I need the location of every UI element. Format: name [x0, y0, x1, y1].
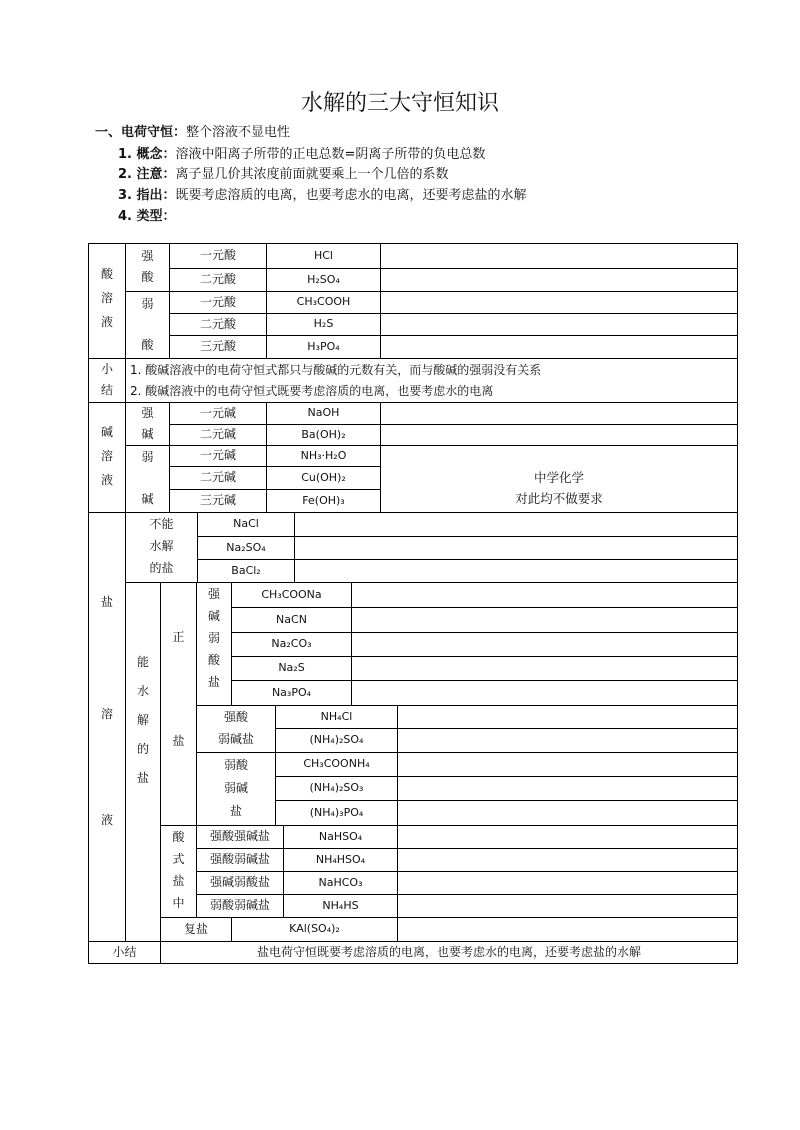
acid-salt-kind: 弱酸弱碱盐: [209, 898, 270, 912]
acid-salt-kind: 强酸强碱盐: [209, 829, 270, 843]
group-char: 液: [100, 473, 113, 487]
nonhydrolyzing-salt-label: [126, 513, 197, 579]
strong-base-label: [126, 403, 169, 445]
label-char: 盐: [136, 771, 149, 785]
base-kind: 二元碱: [199, 427, 236, 441]
acid-salt-kind: 强酸弱碱盐: [209, 852, 270, 866]
salt-formula: NH₄HS: [322, 899, 359, 912]
label-char: 小: [100, 362, 113, 376]
label-char: 强: [207, 587, 220, 601]
salt-formula: CH₃COONa: [261, 588, 322, 601]
weak-acid-weak-base-salt-label: [197, 754, 275, 823]
salt-formula: NaHCO₃: [318, 876, 363, 889]
double-salt-label: 复盐: [183, 922, 208, 936]
salt-formula: Na₂S: [278, 661, 305, 674]
base-kind: 一元碱: [199, 448, 236, 462]
page-title: 水解的三大守恒知识: [300, 91, 499, 116]
salt-group-label: [89, 592, 125, 830]
label-line: 水解: [149, 539, 174, 553]
item-text: 既要考虑溶质的电离，也要考虑水的电离，还要考虑盐的水解: [175, 188, 527, 203]
salt-formula: (NH₄)₂SO₃: [309, 781, 364, 794]
salt-formula: NaHSO₄: [318, 830, 363, 843]
note-line: 中学化学: [533, 470, 584, 485]
group-char: 液: [100, 315, 113, 329]
acid-formula: HCl: [313, 249, 333, 262]
section-heading-label: 一、电荷守恒：: [95, 125, 187, 140]
acid-kind: 一元酸: [199, 248, 236, 262]
label-char: 式: [172, 852, 185, 866]
label-char: 能: [136, 655, 149, 669]
salt-formula: NaCN: [276, 613, 307, 626]
spacer: [126, 315, 169, 335]
acid-formula: H₃PO₄: [307, 340, 340, 353]
label-char: 碱: [141, 492, 154, 506]
weak-base-label: [126, 446, 169, 510]
spacer: [126, 468, 169, 488]
label-char: 酸: [141, 270, 154, 284]
group-char: 溶: [100, 449, 113, 463]
acid-kind: 二元酸: [199, 317, 236, 331]
spacer: [161, 647, 196, 731]
label-line: 的盐: [149, 561, 174, 575]
salt-formula: NH₄HSO₄: [315, 853, 366, 866]
base-group-label: [89, 420, 125, 492]
label-char: 正: [172, 630, 185, 644]
base-formula: NaOH: [307, 406, 340, 419]
summary1-line: 2. 酸碱溶液中的电荷守恒式既要考虑溶质的电离，也要考虑水的电离: [130, 384, 494, 398]
note-line: 对此均不做要求: [515, 491, 603, 506]
label-char: 水: [136, 684, 149, 698]
group-char: 盐: [100, 595, 113, 609]
item-text: 溶液中阳离子所带的正电总数=阴离子所带的负电总数: [175, 147, 486, 162]
group-char: 酸: [100, 267, 113, 281]
base-kind: 三元碱: [199, 493, 236, 507]
acid-group-label: [89, 262, 125, 334]
label-char: 强: [141, 249, 154, 263]
salt-formula: KAl(SO₄)₂: [289, 922, 340, 935]
salt-formula: BaCl₂: [231, 564, 261, 577]
acid-formula: CH₃COOH: [296, 295, 351, 308]
spacer: [89, 612, 125, 704]
acid-formula: H₂S: [313, 317, 334, 330]
base-formula: Fe(OH)₃: [302, 494, 345, 507]
label-char: 解: [136, 713, 149, 727]
weak-acid-label: [126, 294, 169, 356]
base-formula: Ba(OH)₂: [301, 428, 346, 441]
acid-kind: 三元酸: [199, 339, 236, 353]
label-char: 结: [100, 383, 113, 397]
item-text: 离子显几价其浓度前面就要乘上一个几倍的系数: [175, 167, 449, 182]
hydrolyzing-salt-label: [126, 648, 160, 793]
label-char: 弱: [141, 297, 154, 311]
salt-formula: (NH₄)₂SO₄: [309, 733, 364, 746]
summary2-text: 盐电荷守恒既要考虑溶质的电离，也要考虑水的电离，还要考虑盐的水解: [256, 945, 641, 959]
base-kind: 二元碱: [199, 470, 236, 484]
acid-salt-kind: 强碱弱酸盐: [209, 875, 270, 889]
base-note: [381, 467, 737, 509]
group-char: 溶: [100, 707, 113, 721]
label-char: 酸: [141, 338, 154, 352]
acid-kind: 二元酸: [199, 272, 236, 286]
salt-formula: Na₂CO₃: [271, 637, 312, 650]
salt-formula: NH₄Cl: [320, 710, 353, 723]
salt-formula: NaCl: [233, 517, 259, 530]
salt-formula: Na₃PO₄: [271, 686, 312, 699]
acid-kind: 一元酸: [199, 295, 236, 309]
salt-formula: (NH₄)₃PO₄: [309, 806, 364, 819]
acid-formula: H₂SO₄: [307, 273, 340, 286]
group-char: 液: [100, 813, 113, 827]
item-label: 2. 注意：: [118, 167, 176, 182]
item-label: 4. 类型：: [118, 209, 176, 224]
label-line: 弱酸: [223, 758, 248, 772]
label-line: 盐: [229, 804, 242, 818]
label-char: 盐: [172, 874, 185, 888]
strong-base-weak-acid-salt-label: [197, 583, 231, 693]
label-char: 盐: [207, 675, 220, 689]
label-char: 的: [136, 742, 149, 756]
item-label: 3. 指出：: [118, 188, 176, 203]
summary1-line: 1. 酸碱溶液中的电荷守恒式都只与酸碱的元数有关，而与酸碱的强弱没有关系: [130, 363, 542, 377]
label-line: 弱碱: [223, 781, 248, 795]
label-char: 碱: [207, 609, 220, 623]
salt-formula: Na₂SO₄: [226, 541, 266, 554]
spacer: [89, 724, 125, 810]
summary2-label: 小结: [112, 945, 137, 959]
label-char: 酸: [172, 830, 185, 844]
label-char: 弱: [207, 631, 220, 645]
label-char: 强: [141, 406, 154, 420]
salt-formula: CH₃COONH₄: [303, 757, 370, 770]
normal-salt-label: [161, 627, 196, 751]
label-char: 中: [172, 896, 185, 910]
label-char: 酸: [207, 653, 220, 667]
base-formula: NH₃·H₂O: [300, 449, 347, 462]
label-line: 强酸: [223, 710, 248, 724]
label-char: 碱: [141, 427, 154, 441]
acid-salt-label: [161, 826, 196, 914]
base-kind: 一元碱: [199, 406, 236, 420]
label-char: 弱: [141, 450, 154, 464]
summary1-label: [89, 359, 125, 401]
group-char: 溶: [100, 291, 113, 305]
strong-acid-label: [126, 246, 169, 288]
strong-acid-weak-base-salt-label: [197, 706, 275, 750]
label-char: 盐: [172, 734, 185, 748]
label-line: 不能: [149, 517, 174, 531]
label-line: 弱碱盐: [217, 732, 254, 746]
base-formula: Cu(OH)₂: [301, 471, 346, 484]
group-char: 碱: [100, 425, 113, 439]
item-label: 1. 概念：: [118, 147, 176, 162]
section-subtitle: 整个溶液不显电性: [186, 125, 291, 140]
